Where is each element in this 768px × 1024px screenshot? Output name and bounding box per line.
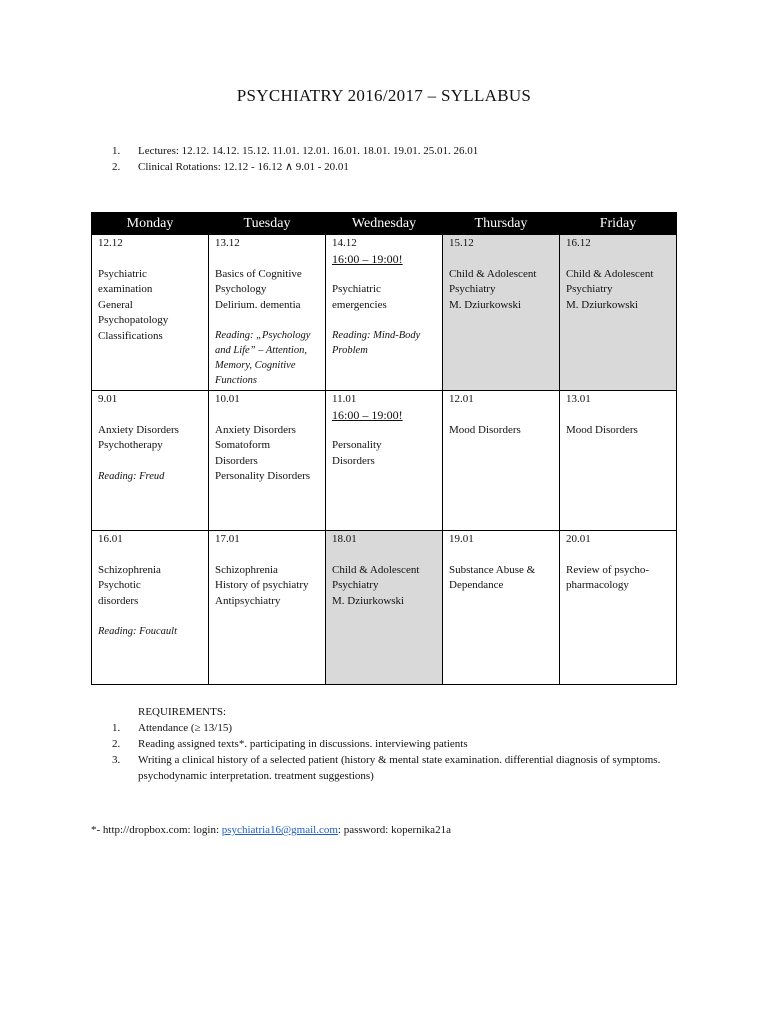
schedule-row [92,391,677,531]
cell-topic-line: Disorders [332,454,375,467]
cell-topic-line: M. Dziurkowski [449,298,522,311]
overview-item-rotations: 2. Clinical Rotations: 12.12 - 16.12 ∧ 9.01 - 20.01 [112,161,349,173]
cell-topic-line: Psychotic [98,579,141,591]
cell-topic-line: Anxiety Disorders [215,423,296,436]
day-header-thursday: Thursday [443,213,560,235]
cell-topic-line: Disorders [215,454,258,467]
schedule-row [92,235,677,391]
cell-date: 10.01 [215,393,240,405]
cell-topic-line: M. Dziurkowski [332,594,405,607]
cell-topic-line: Psychology [215,283,267,295]
cell-topic-line: Delirium. dementia [215,298,301,311]
cell-date: 16.12 [566,237,591,249]
cell-date: 19.01 [449,533,474,545]
cell-topic-line: Psychiatry [449,283,496,295]
cell-topic-line: Child & Adolescent [449,267,537,280]
cell-topic-line: emergencies [332,298,387,311]
cell-reading: Reading: „Psychology and Life” – Attention, Memory, Cognitive Functions [215,330,311,386]
cell-reading: Reading: Foucault [98,626,178,637]
schedule-cell [326,391,443,531]
requirement-item: 2. Reading assigned texts*. participating in discussions. interviewing patients [112,738,468,750]
overview-list [112,143,478,175]
cell-topic-line: Review of psycho- [566,563,650,576]
cell-topic-line: Psychiatry [566,283,613,295]
schedule-cell [326,235,443,391]
schedule-cell [209,235,326,391]
requirement-item: 3. Writing a clinical history of a selected patient (history & mental state examination. differential diagnosis of symptoms. psychodynamic interpretation. treatment suggestions) [112,754,661,782]
schedule-cell [443,391,560,531]
cell-topic-line: Substance Abuse & [449,563,536,576]
cell-date: 18.01 [332,533,357,545]
schedule-table [91,212,677,685]
cell-topic-line: disorders [98,594,139,607]
cell-date: 13.12 [215,237,240,249]
cell-date: 12.01 [449,393,474,405]
cell-date: 14.12 [332,237,357,249]
cell-date: 16.01 [98,533,123,545]
schedule-row [92,531,677,685]
cell-topic-line: Psychopatology [98,314,169,326]
schedule-cell [92,391,209,531]
cell-topic-line: Personality [332,439,382,451]
schedule-cell [92,235,209,391]
footnote-prefix: *- http://dropbox.com: login: [91,824,222,836]
schedule-cell [560,235,677,391]
cell-topic-line: Antipsychiatry [215,594,281,607]
requirement-item: 1. Attendance (≥ 13/15) [112,722,233,734]
cell-reading: Reading: Freud [98,470,165,482]
schedule-header-row [92,213,677,235]
schedule-cell [443,235,560,391]
cell-date: 15.12 [449,237,474,249]
schedule-cell [560,531,677,685]
cell-topic-line: Schizophrenia [98,563,161,576]
schedule-cell [560,391,677,531]
schedule-cell [443,531,560,685]
cell-topic-line: Psychotherapy [98,439,163,451]
day-header-monday: Monday [92,213,209,235]
day-header-wednesday: Wednesday [326,213,443,235]
cell-topic-line: M. Dziurkowski [566,298,639,311]
cell-topic-line: Child & Adolescent [566,267,654,280]
schedule-cell [209,531,326,685]
day-header-friday: Friday [560,213,677,235]
footnote-suffix: : password: kopernika21a [337,824,451,836]
cell-topic-line: Somatoform [215,439,270,451]
cell-date: 9.01 [98,393,118,405]
cell-time: 16:00 – 19:00! [332,407,403,422]
cell-topic-line: examination [98,283,153,295]
cell-topic-line: Classifications [98,329,163,342]
cell-topic-line: Psychiatric [332,283,381,295]
schedule-cell [92,531,209,685]
footnote [91,824,451,836]
cell-topic-line: History of psychiatry [215,579,309,591]
day-header-tuesday: Tuesday [209,213,326,235]
cell-topic-line: Anxiety Disorders [98,423,179,436]
cell-reading: Reading: Mind-Body Problem [332,330,421,356]
overview-item-lectures: 1. Lectures: 12.12. 14.12. 15.12. 11.01. 12.01. 16.01. 18.01. 19.01. 25.01. 26.01 [112,145,479,157]
schedule-cell [209,391,326,531]
cell-time: 16:00 – 19:00! [332,251,403,266]
cell-topic-line: Dependance [449,579,504,591]
requirements-section [112,704,702,784]
cell-date: 11.01 [332,393,357,405]
cell-date: 13.01 [566,393,591,405]
cell-topic-line: Schizophrenia [215,563,278,576]
page-title: PSYCHIATRY 2016/2017 – SYLLABUS [236,86,532,105]
cell-topic-line: Personality Disorders [215,470,311,482]
cell-topic-line: Basics of Cognitive [215,267,302,280]
cell-topic-line: Mood Disorders [566,423,638,436]
schedule-cell [326,531,443,685]
cell-topic-line: Child & Adolescent [332,563,420,576]
email-link[interactable]: psychiatria16@gmail.com [221,824,338,836]
cell-date: 12.12 [98,237,123,249]
cell-topic-line: Psychiatry [332,579,379,591]
cell-topic-line: pharmacology [566,579,629,591]
cell-topic-line: General [98,298,133,311]
requirements-heading: REQUIREMENTS: [138,706,226,718]
cell-topic-line: Mood Disorders [449,423,521,436]
cell-date: 20.01 [566,533,591,545]
cell-topic-line: Psychiatric [98,267,147,280]
cell-date: 17.01 [215,533,240,545]
